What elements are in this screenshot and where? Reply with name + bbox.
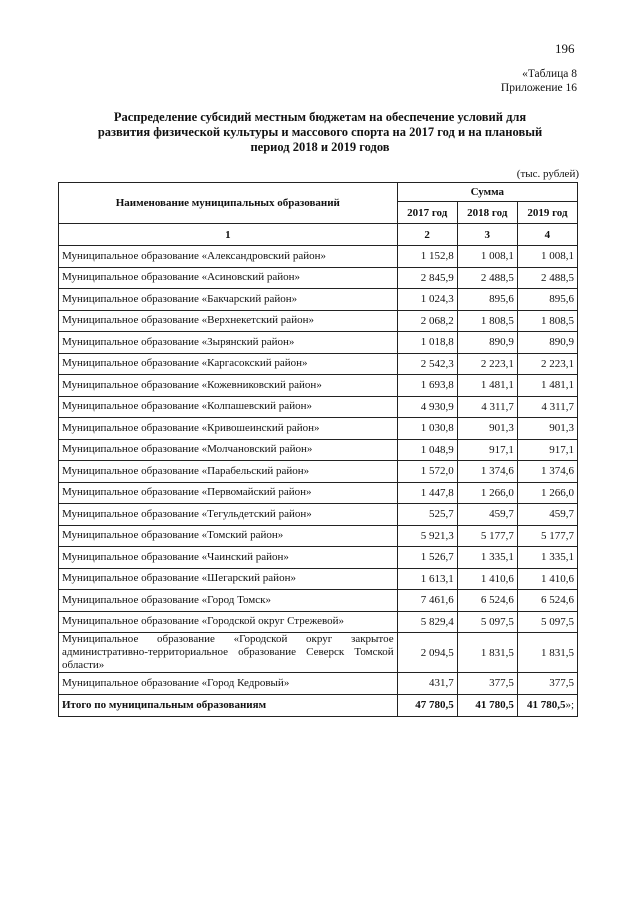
value-2019: 890,9 <box>517 332 577 354</box>
value-2017: 1 152,8 <box>397 246 457 268</box>
header-year-2018: 2018 год <box>457 202 517 224</box>
value-2019: 1 808,5 <box>517 310 577 332</box>
document-title <box>60 110 580 155</box>
total-v2017: 47 780,5 <box>397 694 457 716</box>
value-2018: 1 481,1 <box>457 375 517 397</box>
value-2018: 2 488,5 <box>457 267 517 289</box>
value-2018: 1 335,1 <box>457 547 517 569</box>
value-2019: 5 177,7 <box>517 525 577 547</box>
value-2017: 1 447,8 <box>397 482 457 504</box>
value-2017: 2 845,9 <box>397 267 457 289</box>
value-2019: 1 831,5 <box>517 633 577 673</box>
units-label: (тыс. рублей) <box>516 168 579 180</box>
table-row <box>59 590 578 612</box>
header-sum: Сумма <box>397 183 577 202</box>
table-row <box>59 353 578 375</box>
value-2018: 4 311,7 <box>457 396 517 418</box>
table-row <box>59 461 578 483</box>
value-2017: 4 930,9 <box>397 396 457 418</box>
municipality-name: Муниципальное образование «Городской округ Стрежевой» <box>59 611 398 633</box>
municipality-name: Муниципальное образование «Кожевниковский район» <box>59 375 398 397</box>
value-2019: 901,3 <box>517 418 577 440</box>
municipality-name: Муниципальное образование «Бакчарский район» <box>59 289 398 311</box>
column-number: 4 <box>517 224 577 246</box>
municipality-name: Муниципальное образование «Молчановский район» <box>59 439 398 461</box>
value-2017: 5 829,4 <box>397 611 457 633</box>
value-2019: 4 311,7 <box>517 396 577 418</box>
table-row <box>59 246 578 268</box>
value-2018: 1 374,6 <box>457 461 517 483</box>
value-2017: 5 921,3 <box>397 525 457 547</box>
value-2018: 1 808,5 <box>457 310 517 332</box>
closing-quote: »; <box>565 699 574 711</box>
value-2019: 1 335,1 <box>517 547 577 569</box>
table-row <box>59 439 578 461</box>
value-2019: 2 488,5 <box>517 267 577 289</box>
value-2019: 1 374,6 <box>517 461 577 483</box>
value-2018: 6 524,6 <box>457 590 517 612</box>
column-number: 2 <box>397 224 457 246</box>
table-row <box>59 332 578 354</box>
title-line-1: Распределение субсидий местным бюджетам на обеспечение условий для <box>113 110 527 124</box>
value-2017: 1 048,9 <box>397 439 457 461</box>
value-2017: 1 024,3 <box>397 289 457 311</box>
value-2017: 431,7 <box>397 673 457 695</box>
municipality-name: Муниципальное образование «Колпашевский район» <box>59 396 398 418</box>
value-2017: 525,7 <box>397 504 457 526</box>
value-2017: 1 572,0 <box>397 461 457 483</box>
table-row <box>59 482 578 504</box>
municipality-name: Муниципальное образование «Тегульдетский район» <box>59 504 398 526</box>
municipality-name: Муниципальное образование «Первомайский район» <box>59 482 398 504</box>
table-row <box>59 633 578 673</box>
subsidy-table <box>58 182 578 717</box>
total-row <box>59 694 578 716</box>
value-2017: 1 018,8 <box>397 332 457 354</box>
value-2019: 1 008,1 <box>517 246 577 268</box>
value-2018: 1 831,5 <box>457 633 517 673</box>
municipality-name: Муниципальное образование «Город Томск» <box>59 590 398 612</box>
value-2018: 1 008,1 <box>457 246 517 268</box>
header-year-2019: 2019 год <box>517 202 577 224</box>
value-2017: 1 613,1 <box>397 568 457 590</box>
table-row <box>59 673 578 695</box>
value-2019: 1 266,0 <box>517 482 577 504</box>
table-row <box>59 289 578 311</box>
table-row <box>59 418 578 440</box>
value-2018: 917,1 <box>457 439 517 461</box>
value-2019: 377,5 <box>517 673 577 695</box>
value-2018: 5 097,5 <box>457 611 517 633</box>
value-2019: 917,1 <box>517 439 577 461</box>
value-2018: 459,7 <box>457 504 517 526</box>
value-2019: 1 481,1 <box>517 375 577 397</box>
table-row <box>59 267 578 289</box>
total-label: Итого по муниципальным образованиям <box>59 694 398 716</box>
municipality-name: Муниципальное образование «Верхнекетский район» <box>59 310 398 332</box>
appendix-caption <box>501 67 577 95</box>
value-2017: 7 461,6 <box>397 590 457 612</box>
table-row <box>59 310 578 332</box>
value-2018: 901,3 <box>457 418 517 440</box>
value-2017: 2 068,2 <box>397 310 457 332</box>
table-row <box>59 568 578 590</box>
value-2017: 2 542,3 <box>397 353 457 375</box>
value-2019: 895,6 <box>517 289 577 311</box>
value-2018: 895,6 <box>457 289 517 311</box>
value-2019: 5 097,5 <box>517 611 577 633</box>
appendix-table-label: «Таблица 8 <box>522 68 577 80</box>
header-name: Наименование муниципальных образований <box>59 183 398 224</box>
table-row <box>59 504 578 526</box>
municipality-name: Муниципальное образование «Каргасокский район» <box>59 353 398 375</box>
municipality-name: Муниципальное образование «Город Кедровый» <box>59 673 398 695</box>
municipality-name: Муниципальное образование «Томский район» <box>59 525 398 547</box>
page-number: 196 <box>555 41 575 56</box>
value-2019: 6 524,6 <box>517 590 577 612</box>
total-v2019-cell <box>517 694 577 716</box>
value-2018: 1 266,0 <box>457 482 517 504</box>
value-2017: 1 526,7 <box>397 547 457 569</box>
header-year-2017: 2017 год <box>397 202 457 224</box>
municipality-name: Муниципальное образование «Парабельский район» <box>59 461 398 483</box>
column-number-row <box>59 224 578 246</box>
value-2018: 1 410,6 <box>457 568 517 590</box>
value-2019: 459,7 <box>517 504 577 526</box>
municipality-name: Муниципальное образование «Шегарский район» <box>59 568 398 590</box>
municipality-name: Муниципальное образование «Асиновский район» <box>59 267 398 289</box>
value-2018: 2 223,1 <box>457 353 517 375</box>
municipality-name: Муниципальное образование «Чаинский район» <box>59 547 398 569</box>
column-number: 1 <box>59 224 398 246</box>
column-number: 3 <box>457 224 517 246</box>
municipality-name: Муниципальное образование «Александровский район» <box>59 246 398 268</box>
value-2019: 2 223,1 <box>517 353 577 375</box>
value-2018: 5 177,7 <box>457 525 517 547</box>
value-2018: 377,5 <box>457 673 517 695</box>
value-2017: 2 094,5 <box>397 633 457 673</box>
table-row <box>59 525 578 547</box>
appendix-label: Приложение 16 <box>500 82 577 94</box>
value-2018: 890,9 <box>457 332 517 354</box>
total-v2018: 41 780,5 <box>457 694 517 716</box>
municipality-name: Муниципальное образование «Кривошеинский район» <box>59 418 398 440</box>
total-v2019: 41 780,5 <box>526 699 566 711</box>
table-row <box>59 396 578 418</box>
table-row <box>59 611 578 633</box>
title-line-3: период 2018 и 2019 годов <box>250 140 390 154</box>
value-2017: 1 030,8 <box>397 418 457 440</box>
municipality-name: Муниципальное образование «Зырянский район» <box>59 332 398 354</box>
table-row <box>59 375 578 397</box>
value-2019: 1 410,6 <box>517 568 577 590</box>
municipality-name: Муниципальное образование «Городской округ закрытое административно-территориальное образование Северск Томской области» <box>59 633 398 673</box>
title-line-2: развития физической культуры и массового спорта на 2017 год и на плановый <box>97 125 543 139</box>
value-2017: 1 693,8 <box>397 375 457 397</box>
table-row <box>59 547 578 569</box>
